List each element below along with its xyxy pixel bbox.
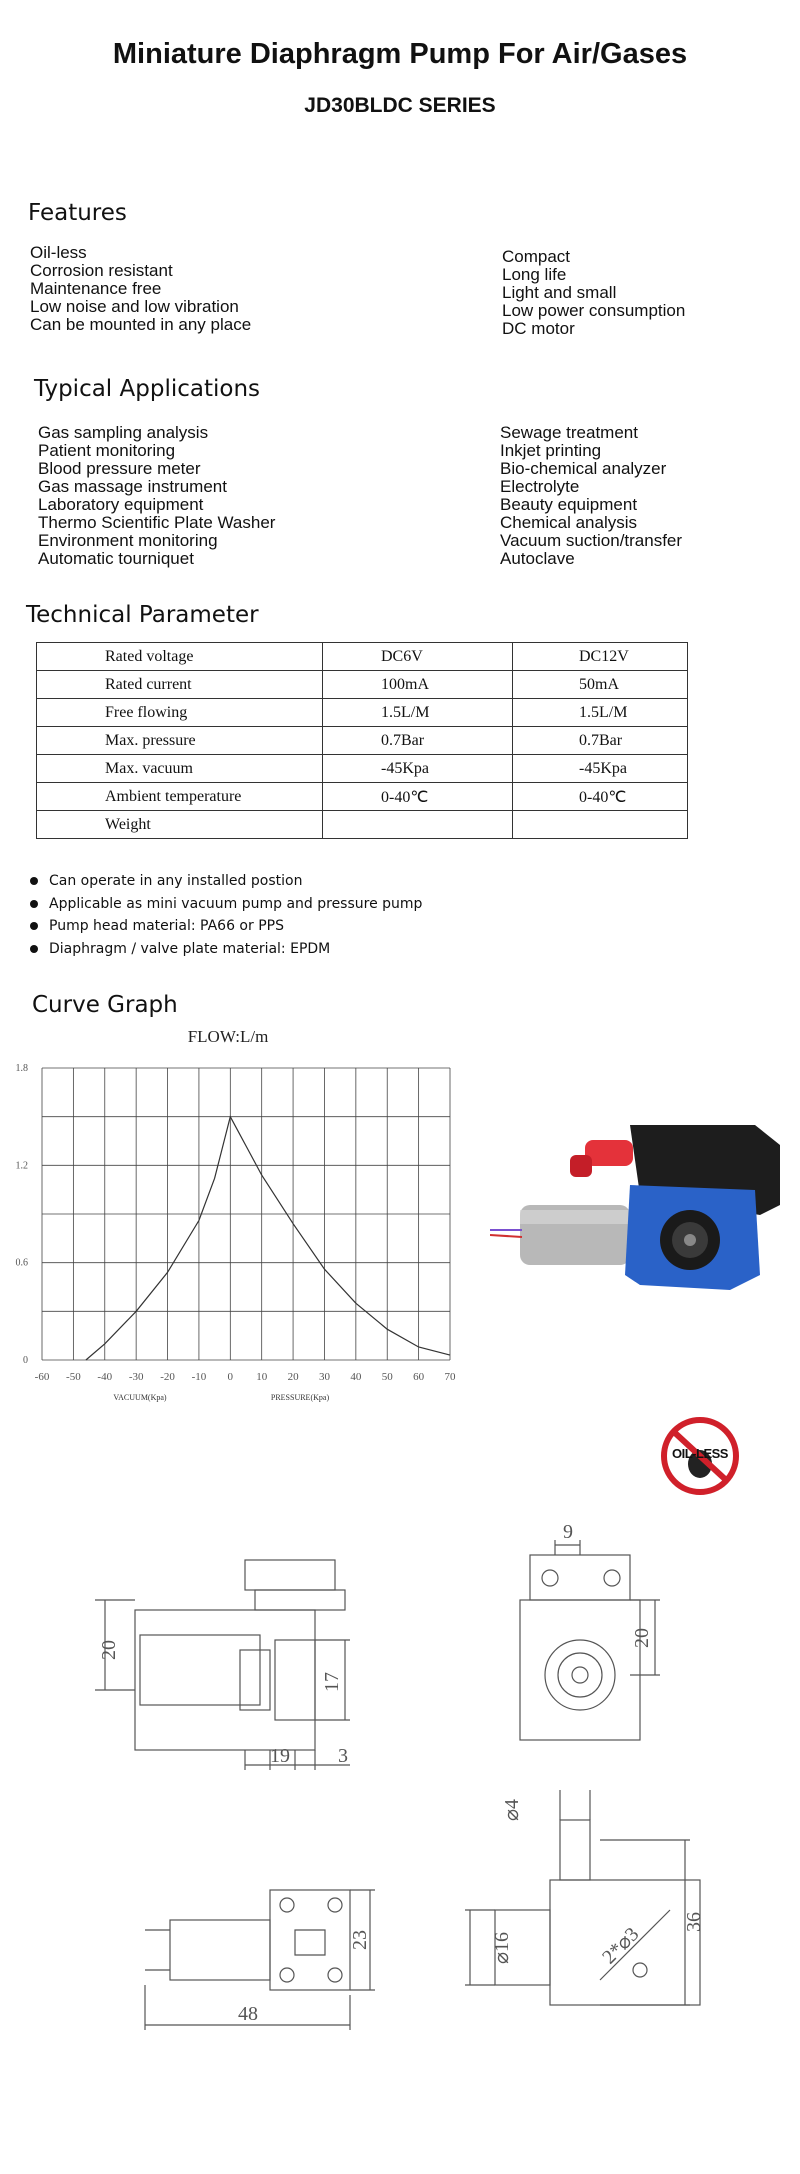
table-cell: 100mA [323,671,513,699]
table-row [37,671,688,699]
x-tick-label: -40 [97,1371,113,1383]
dim-label: 36 [683,1912,705,1932]
list-item: Oil-less [30,243,87,262]
x-tick-label: -60 [34,1371,50,1383]
list-item: Patient monitoring [38,441,176,460]
list-item: Electrolyte [500,477,580,496]
y-tick-label: 0 [23,1355,28,1366]
table-cell [513,811,688,839]
dim-label: 17 [321,1672,343,1692]
page-subtitle: JD30BLDC SERIES [304,94,496,117]
features-list-left [30,244,251,334]
list-item: Compact [502,247,571,266]
series-line [86,1117,450,1360]
bullet-icon [30,922,38,930]
chart-y-ticks [16,1063,29,1366]
chart-title: FLOW:L/m [187,1027,269,1046]
list-item: Environment monitoring [38,531,218,550]
x-tick-label: 0 [227,1371,234,1383]
chart-grid [42,1068,450,1360]
technical-heading: Technical Parameter [26,602,259,628]
table-cell: 0.7Bar [323,727,513,755]
table-row [37,699,688,727]
oil-less-badge [660,1416,740,1496]
applications-list-right [500,424,682,568]
features-list-right [502,248,685,338]
list-item [28,915,422,938]
badge-text: OIL-LESS [672,1446,728,1461]
table-cell: -45Kpa [513,755,688,783]
table-cell: 0.7Bar [513,727,688,755]
bullet-icon [30,945,38,953]
chart-x-ticks [35,1371,456,1383]
dim-label: ⌀4 [501,1798,523,1822]
x-tick-label: 30 [318,1371,330,1383]
dim-label: 2*⌀3 [598,1923,644,1969]
list-item: Gas sampling analysis [38,423,209,442]
list-item: Maintenance free [30,279,162,298]
list-item: Laboratory equipment [38,495,204,514]
y-tick-label: 1.2 [15,1160,28,1172]
front-view-drawing [500,1510,670,1750]
note-text: Pump head material: PA66 or PPS [49,918,284,935]
x-tick-label: 60 [413,1371,425,1383]
list-item: Chemical analysis [500,513,637,532]
x-tick-label: 70 [444,1371,456,1383]
curve-heading: Curve Graph [32,992,178,1018]
port-cap-icon [570,1155,592,1177]
list-item: Inkjet printing [500,441,602,460]
bullet-icon [30,900,38,908]
flow-curve-chart [0,1020,470,1410]
dim-label: 9 [563,1521,573,1543]
list-item: Bio-chemical analyzer [500,459,667,478]
list-item: DC motor [502,319,575,338]
table-cell: Ambient temperature [37,783,323,811]
list-item: Sewage treatment [500,423,638,442]
technical-parameter-table [36,642,688,839]
applications-heading: Typical Applications [34,376,261,402]
x-axis-label-vacuum: VACUUM(Kpa) [113,1393,167,1402]
table-cell: Free flowing [37,699,323,727]
table-cell: 50mA [513,671,688,699]
dim-label: 19 [270,1745,290,1767]
table-cell: Weight [37,811,323,839]
dim-label: 20 [631,1628,653,1648]
notes-list [28,870,422,960]
table-cell: 1.5L/M [513,699,688,727]
table-cell: Rated current [37,671,323,699]
table-cell: Max. pressure [37,727,323,755]
bottom-view-drawing [130,1860,380,2040]
x-tick-label: 20 [287,1371,299,1383]
list-item: Thermo Scientific Plate Washer [38,513,276,532]
x-tick-label: 40 [350,1371,362,1383]
list-item: Blood pressure meter [38,459,201,478]
x-tick-label: -20 [160,1371,175,1383]
table-row [37,755,688,783]
features-heading: Features [28,200,127,226]
x-tick-label: -30 [128,1371,144,1383]
table-row [37,783,688,811]
list-item: Corrosion resistant [30,261,173,280]
list-item: Can be mounted in any place [30,315,252,334]
note-text: Applicable as mini vacuum pump and pressure pump [49,895,423,912]
table-row [37,643,688,671]
dim-label: 20 [98,1640,120,1660]
table-cell: DC6V [323,643,513,671]
list-item: Low noise and low vibration [30,297,239,316]
table-cell: Max. vacuum [37,755,323,783]
applications-list-left [38,424,275,568]
table-cell: 1.5L/M [323,699,513,727]
x-tick-label: 10 [256,1371,268,1383]
x-tick-label: -10 [191,1371,207,1383]
list-item [28,938,422,961]
table-cell: 0-40℃ [513,783,688,811]
list-item: Vacuum suction/transfer [500,531,683,550]
table-row [37,811,688,839]
note-text: Can operate in any installed postion [49,873,303,890]
port-cap-icon [585,1140,633,1166]
list-item [28,870,422,893]
x-axis-label-pressure: PRESSURE(Kpa) [270,1393,330,1402]
list-item: Light and small [502,283,617,302]
list-item: Long life [502,265,567,284]
dim-label: 3 [338,1745,348,1767]
pump-photo [490,1115,790,1315]
table-cell: 0-40℃ [323,783,513,811]
dim-label: 48 [238,2003,258,2025]
list-item [28,893,422,916]
end-view-drawing [450,1780,710,2020]
list-item: Low power consumption [502,301,686,320]
list-item: Autoclave [500,549,575,568]
dim-label: ⌀16 [491,1931,513,1965]
y-tick-label: 1.8 [15,1063,28,1074]
list-item: Automatic tourniquet [38,549,194,568]
side-view-drawing [90,1540,380,1770]
table-cell [323,811,513,839]
table-cell: Rated voltage [37,643,323,671]
note-text: Diaphragm / valve plate material: EPDM [49,940,331,957]
table-cell: -45Kpa [323,755,513,783]
table-row [37,727,688,755]
x-tick-label: -50 [66,1371,81,1383]
list-item: Beauty equipment [500,495,638,514]
list-item: Gas massage instrument [38,477,227,496]
x-tick-label: 50 [381,1371,393,1383]
bullet-icon [30,877,38,885]
table-cell: DC12V [513,643,688,671]
dim-label: 23 [349,1930,371,1950]
page-title: Miniature Diaphragm Pump For Air/Gases [112,38,688,70]
y-tick-label: 0.6 [15,1257,28,1269]
